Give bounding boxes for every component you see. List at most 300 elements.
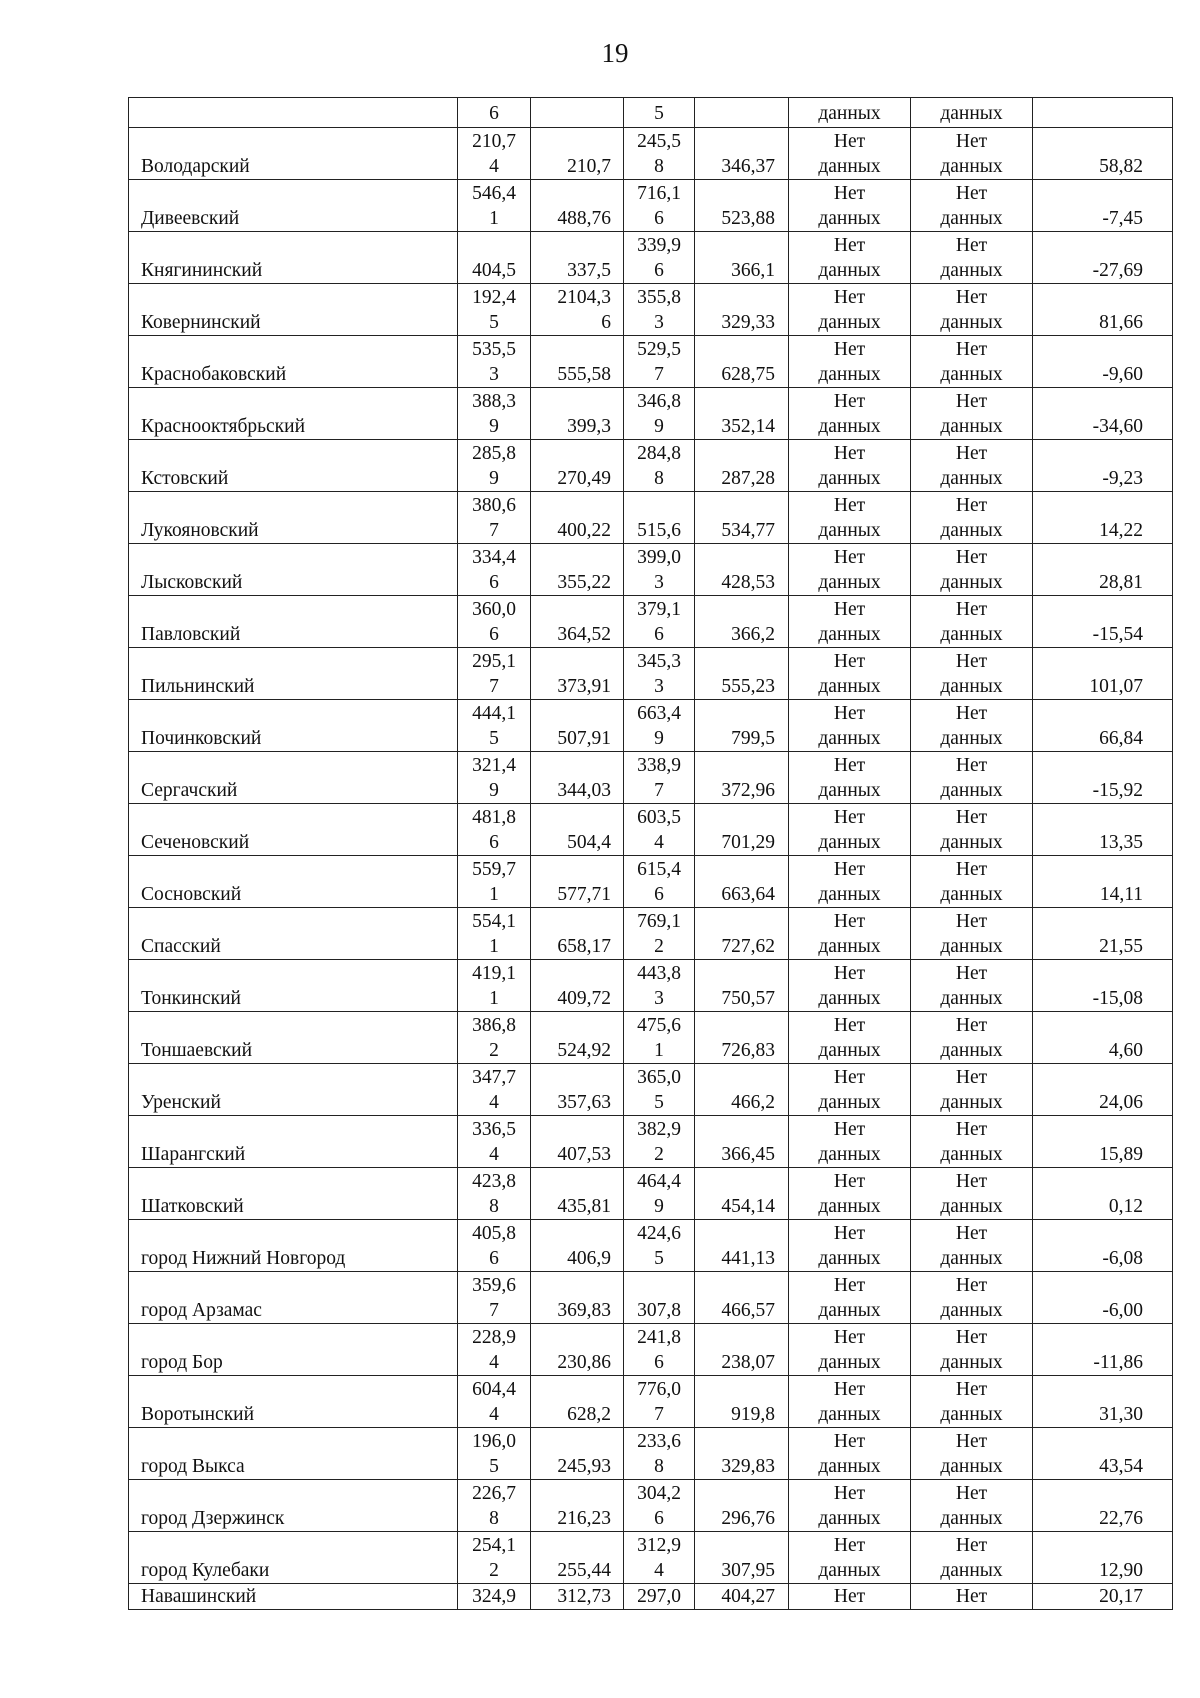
- table-cell-name: Тоншаевский: [129, 1012, 458, 1064]
- table-cell-value-4: 555,23: [695, 648, 789, 700]
- cell-line: 295,1: [472, 651, 516, 672]
- table-row: [129, 1428, 1173, 1480]
- cell-line: данных: [818, 416, 881, 437]
- cell-line: 365,0: [637, 1067, 681, 1088]
- cell-line: данных: [940, 520, 1003, 541]
- table-row: [129, 1376, 1173, 1428]
- table-cell-value-2: 344,03: [531, 752, 624, 804]
- cell-line: 481,8: [472, 807, 516, 828]
- table-cell-value-3: [624, 1324, 695, 1376]
- table-cell-value-1: 6: [458, 98, 531, 128]
- table-row: [129, 1220, 1173, 1272]
- table-row: [129, 1480, 1173, 1532]
- cell-line: данных: [940, 208, 1003, 229]
- table-cell-value-5: 12,90: [1033, 1532, 1173, 1584]
- table-row: [129, 1584, 1173, 1610]
- cell-line: 9: [489, 416, 499, 437]
- table-cell-no-data-2: [911, 856, 1033, 908]
- cell-line: 8: [654, 156, 664, 177]
- table-cell-value-4: 919,8: [695, 1376, 789, 1428]
- table-cell-value-1: [458, 752, 531, 804]
- table-cell-value-1: [458, 1272, 531, 1324]
- table-row: [129, 1324, 1173, 1376]
- table-cell-name: Сергачский: [129, 752, 458, 804]
- table-cell-value-2: 255,44: [531, 1532, 624, 1584]
- table-cell-value-1: [458, 232, 531, 284]
- table-cell-value-3: [624, 1220, 695, 1272]
- table-row: [129, 336, 1173, 388]
- table-cell-no-data-1: [789, 1012, 911, 1064]
- cell-line: 1: [489, 988, 499, 1009]
- cell-line: 355,8: [637, 287, 681, 308]
- table-cell-value-2: 435,81: [531, 1168, 624, 1220]
- cell-line: Нет: [833, 859, 866, 880]
- table-cell-name: город Бор: [129, 1324, 458, 1376]
- cell-line: 8: [489, 1508, 499, 1529]
- table-row: [129, 492, 1173, 544]
- table-cell-no-data-2: [911, 1220, 1033, 1272]
- cell-line: 444,1: [472, 703, 516, 724]
- table-cell-value-5: -34,60: [1033, 388, 1173, 440]
- table-cell-value-4: 329,33: [695, 284, 789, 336]
- table-cell-value-5: 4,60: [1033, 1012, 1173, 1064]
- table-cell-name: Княгининский: [129, 232, 458, 284]
- cell-line: Нет: [833, 1015, 866, 1036]
- table-cell-value-1: [458, 440, 531, 492]
- data-table: [128, 97, 1173, 1610]
- table-cell-value-3: [624, 1064, 695, 1116]
- table-cell-value-3: [624, 960, 695, 1012]
- table-cell-no-data-1: [789, 336, 911, 388]
- cell-line: 339,9: [637, 235, 681, 256]
- table-cell-value-2: 355,22: [531, 544, 624, 596]
- table-cell-no-data-1: [789, 752, 911, 804]
- table-cell-value-2: 369,83: [531, 1272, 624, 1324]
- cell-line: 419,1: [472, 963, 516, 984]
- cell-line: 1: [489, 208, 499, 229]
- table-cell-value-3: [624, 1480, 695, 1532]
- table-cell-no-data-1: [789, 128, 911, 180]
- cell-line: 9: [654, 416, 664, 437]
- cell-line: Нет: [955, 1223, 988, 1244]
- cell-line: Нет: [833, 1275, 866, 1296]
- cell-line: Нет: [833, 755, 866, 776]
- table-row: [129, 180, 1173, 232]
- cell-line: 210,7: [472, 131, 516, 152]
- cell-line: 6: [654, 1352, 664, 1373]
- table-cell-name: Краснооктябрьский: [129, 388, 458, 440]
- table-cell-value-2: 364,52: [531, 596, 624, 648]
- cell-line: Нет: [955, 339, 988, 360]
- table-cell-no-data-2: [911, 1532, 1033, 1584]
- table-cell-name: город Нижний Новгород: [129, 1220, 458, 1272]
- table-cell-name: Воротынский: [129, 1376, 458, 1428]
- cell-line: 321,4: [472, 755, 516, 776]
- table-cell-no-data-1: [789, 1064, 911, 1116]
- cell-line: 603,5: [637, 807, 681, 828]
- cell-line: данных: [818, 1092, 881, 1113]
- table-cell-value-3: [624, 128, 695, 180]
- cell-line: Нет: [833, 1535, 866, 1556]
- cell-line: данных: [940, 1508, 1003, 1529]
- table-cell-value-4: 534,77: [695, 492, 789, 544]
- cell-line: 228,9: [472, 1327, 516, 1348]
- table-cell-no-data-1: [789, 1272, 911, 1324]
- table-cell-value-3: [624, 544, 695, 596]
- table-cell-value-5: 15,89: [1033, 1116, 1173, 1168]
- table-cell-value-1: [458, 856, 531, 908]
- cell-line: Нет: [833, 963, 866, 984]
- cell-line: 3: [654, 676, 664, 697]
- cell-line: 304,2: [637, 1483, 681, 1504]
- cell-line: 399,0: [637, 547, 681, 568]
- table-cell-no-data-2: [911, 1272, 1033, 1324]
- table-cell-value-2: 504,4: [531, 804, 624, 856]
- cell-line: Нет: [833, 1067, 866, 1088]
- table-cell-value-1: [458, 284, 531, 336]
- cell-line: 2: [489, 1560, 499, 1581]
- cell-line: данных: [818, 884, 881, 905]
- table-cell-value-2: 373,91: [531, 648, 624, 700]
- cell-line: Нет: [833, 287, 866, 308]
- table-cell-no-data-2: данных: [911, 98, 1033, 128]
- table-cell-value-4: 404,27: [695, 1584, 789, 1610]
- table-cell-value-2: 409,72: [531, 960, 624, 1012]
- table-cell-value-2: 337,5: [531, 232, 624, 284]
- table-row: [129, 284, 1173, 336]
- cell-line: 7: [654, 780, 664, 801]
- table-cell-no-data-2: [911, 1428, 1033, 1480]
- table-cell-value-5: 20,17: [1033, 1584, 1173, 1610]
- cell-line: 196,0: [472, 1431, 516, 1452]
- table-cell-value-2: 400,22: [531, 492, 624, 544]
- table-row: [129, 440, 1173, 492]
- cell-line: данных: [940, 1352, 1003, 1373]
- table-cell-name: город Выкса: [129, 1428, 458, 1480]
- table-cell-value-4: 726,83: [695, 1012, 789, 1064]
- table-cell-value-3: [624, 180, 695, 232]
- table-cell-no-data-2: [911, 440, 1033, 492]
- cell-line: 4: [489, 1092, 499, 1113]
- table-cell-value-5: 43,54: [1033, 1428, 1173, 1480]
- cell-line: 424,6: [637, 1223, 681, 1244]
- table-cell-value-4: 799,5: [695, 700, 789, 752]
- cell-line: 6: [489, 832, 499, 853]
- cell-line: 245,5: [637, 131, 681, 152]
- table-row: [129, 648, 1173, 700]
- cell-line: 6: [654, 624, 664, 645]
- table-cell-value-5: -27,69: [1033, 232, 1173, 284]
- cell-line: данных: [818, 312, 881, 333]
- cell-line: Нет: [955, 131, 988, 152]
- cell-line: 3: [654, 988, 664, 1009]
- cell-line: Нет: [955, 807, 988, 828]
- table-cell-value-5: -15,08: [1033, 960, 1173, 1012]
- cell-line: 5: [654, 1092, 664, 1113]
- cell-line: Нет: [955, 859, 988, 880]
- table-cell-value-1: 324,9: [458, 1584, 531, 1610]
- table-cell-value-5: -6,00: [1033, 1272, 1173, 1324]
- cell-line: Нет: [833, 1327, 866, 1348]
- cell-line: данных: [940, 1560, 1003, 1581]
- table-cell-value-5: 66,84: [1033, 700, 1173, 752]
- cell-line: данных: [940, 1248, 1003, 1269]
- table-cell-value-1: [458, 544, 531, 596]
- table-cell-value-5: -11,86: [1033, 1324, 1173, 1376]
- table-cell-value-2: 628,2: [531, 1376, 624, 1428]
- table-cell-name: Сосновский: [129, 856, 458, 908]
- table-cell-no-data-2: [911, 492, 1033, 544]
- cell-line: данных: [940, 936, 1003, 957]
- table-cell-value-5: 101,07: [1033, 648, 1173, 700]
- page-number: 19: [601, 38, 629, 68]
- cell-line: Нет: [955, 1379, 988, 1400]
- cell-line: Нет: [833, 1223, 866, 1244]
- table-cell-value-5: 14,11: [1033, 856, 1173, 908]
- table-cell-no-data-2: [911, 336, 1033, 388]
- cell-line: данных: [818, 832, 881, 853]
- cell-line: 347,7: [472, 1067, 516, 1088]
- cell-line: данных: [818, 1196, 881, 1217]
- table-cell-value-3: [624, 1012, 695, 1064]
- cell-line: 464,4: [637, 1171, 681, 1192]
- table-cell-name: Сеченовский: [129, 804, 458, 856]
- table-cell-name: Дивеевский: [129, 180, 458, 232]
- cell-line: данных: [940, 1196, 1003, 1217]
- table-cell-no-data-1: [789, 492, 911, 544]
- table-cell-value-5: 14,22: [1033, 492, 1173, 544]
- cell-line: 5: [489, 312, 499, 333]
- table-cell-value-2: 210,7: [531, 128, 624, 180]
- table-cell-value-3: [624, 1116, 695, 1168]
- table-cell-value-4: 366,2: [695, 596, 789, 648]
- table-cell-value-4: 701,29: [695, 804, 789, 856]
- cell-line: 2104,3: [557, 287, 611, 308]
- cell-line: данных: [818, 936, 881, 957]
- cell-line: 346,8: [637, 391, 681, 412]
- table-cell-value-3: [624, 1376, 695, 1428]
- cell-line: 1: [654, 1040, 664, 1061]
- cell-line: данных: [818, 1352, 881, 1373]
- cell-line: 336,5: [472, 1119, 516, 1140]
- table-cell-value-2: 245,93: [531, 1428, 624, 1480]
- table-cell-no-data-2: [911, 908, 1033, 960]
- cell-line: Нет: [833, 495, 866, 516]
- table-cell-no-data-2: [911, 180, 1033, 232]
- table-cell-value-3: [624, 1532, 695, 1584]
- cell-line: Нет: [955, 391, 988, 412]
- cell-line: 6: [489, 1248, 499, 1269]
- cell-line: данных: [940, 1404, 1003, 1425]
- table-cell-value-3: [624, 596, 695, 648]
- table-cell-value-1: [458, 1376, 531, 1428]
- table-cell-name: город Дзержинск: [129, 1480, 458, 1532]
- cell-line: Нет: [833, 443, 866, 464]
- cell-line: Нет: [833, 1171, 866, 1192]
- table-cell-no-data-1: Нет: [789, 1584, 911, 1610]
- table-cell-no-data-1: [789, 284, 911, 336]
- cell-line: 285,8: [472, 443, 516, 464]
- table-cell-no-data-1: [789, 180, 911, 232]
- cell-line: данных: [940, 1144, 1003, 1165]
- table-cell-name: Павловский: [129, 596, 458, 648]
- cell-line: данных: [818, 1300, 881, 1321]
- table-row: [129, 1116, 1173, 1168]
- cell-line: 6: [654, 260, 664, 281]
- cell-line: 5: [489, 1456, 499, 1477]
- table-cell-no-data-1: [789, 1376, 911, 1428]
- cell-line: данных: [818, 1248, 881, 1269]
- table-cell-name: Лысковский: [129, 544, 458, 596]
- table-cell-no-data-1: [789, 388, 911, 440]
- table-cell-value-4: 366,1: [695, 232, 789, 284]
- table-cell-value-1: [458, 388, 531, 440]
- table-cell-value-5: 21,55: [1033, 908, 1173, 960]
- table-cell-value-3: 297,0: [624, 1584, 695, 1610]
- cell-line: 388,3: [472, 391, 516, 412]
- cell-line: Нет: [833, 235, 866, 256]
- table-cell-value-2: [531, 284, 624, 336]
- table-cell-value-3: 5: [624, 98, 695, 128]
- cell-line: Нет: [833, 339, 866, 360]
- cell-line: 663,4: [637, 703, 681, 724]
- cell-line: 2: [654, 1144, 664, 1165]
- table-cell-value-1: [458, 960, 531, 1012]
- table-cell-value-4: 750,57: [695, 960, 789, 1012]
- table-cell-no-data-2: [911, 1012, 1033, 1064]
- cell-line: данных: [940, 156, 1003, 177]
- cell-line: данных: [940, 676, 1003, 697]
- table-row: [129, 1272, 1173, 1324]
- table-cell-value-5: 31,30: [1033, 1376, 1173, 1428]
- cell-line: 776,0: [637, 1379, 681, 1400]
- cell-line: Нет: [955, 651, 988, 672]
- cell-line: 423,8: [472, 1171, 516, 1192]
- cell-line: 2: [654, 936, 664, 957]
- table-cell-value-1: [458, 1168, 531, 1220]
- cell-line: 8: [654, 1456, 664, 1477]
- table-cell-value-2: 507,91: [531, 700, 624, 752]
- table-cell-name: Уренский: [129, 1064, 458, 1116]
- table-cell-value-3: [624, 752, 695, 804]
- table-cell-value-3: [624, 336, 695, 388]
- table-cell-name: Пильнинский: [129, 648, 458, 700]
- table-cell-value-4: [695, 98, 789, 128]
- cell-line: 360,0: [472, 599, 516, 620]
- table-row: [129, 752, 1173, 804]
- table-row: [129, 544, 1173, 596]
- cell-line: данных: [818, 1508, 881, 1529]
- table-cell-no-data-1: [789, 1116, 911, 1168]
- table-cell-value-1: [458, 596, 531, 648]
- cell-line: Нет: [955, 183, 988, 204]
- table-cell-value-5: 22,76: [1033, 1480, 1173, 1532]
- cell-line: 6: [654, 1508, 664, 1529]
- table-cell-value-4: 346,37: [695, 128, 789, 180]
- cell-line: данных: [940, 624, 1003, 645]
- table-cell-value-1: [458, 1480, 531, 1532]
- table-cell-value-2: 555,58: [531, 336, 624, 388]
- cell-line: Нет: [955, 1431, 988, 1452]
- cell-line: 546,4: [472, 183, 516, 204]
- cell-line: данных: [818, 1456, 881, 1477]
- cell-line: Нет: [955, 1327, 988, 1348]
- cell-line: 3: [654, 572, 664, 593]
- cell-line: Нет: [955, 495, 988, 516]
- cell-line: данных: [818, 1144, 881, 1165]
- table-cell-name: [129, 98, 458, 128]
- table-cell-value-1: [458, 180, 531, 232]
- table-cell-value-1: [458, 700, 531, 752]
- cell-line: данных: [818, 780, 881, 801]
- table-cell-value-2: 524,92: [531, 1012, 624, 1064]
- cell-line: данных: [940, 1300, 1003, 1321]
- table-cell-value-1: [458, 1012, 531, 1064]
- cell-line: Нет: [955, 1275, 988, 1296]
- table-cell-value-3: [624, 1428, 695, 1480]
- table-cell-value-3: [624, 908, 695, 960]
- cell-line: 7: [489, 520, 499, 541]
- table-cell-value-5: 13,35: [1033, 804, 1173, 856]
- cell-line: 233,6: [637, 1431, 681, 1452]
- cell-line: 6: [654, 208, 664, 229]
- table-cell-value-3: [624, 856, 695, 908]
- cell-line: 9: [654, 1196, 664, 1217]
- cell-line: 405,8: [472, 1223, 516, 1244]
- table-cell-value-1: [458, 1532, 531, 1584]
- cell-line: данных: [818, 988, 881, 1009]
- table-cell-no-data-1: [789, 648, 911, 700]
- table-cell-value-2: 658,17: [531, 908, 624, 960]
- table-row: [129, 960, 1173, 1012]
- table-row: [129, 388, 1173, 440]
- cell-line: 3: [654, 312, 664, 333]
- table-cell-name: Спасский: [129, 908, 458, 960]
- table-cell-value-2: 312,73: [531, 1584, 624, 1610]
- table-cell-value-2: 577,71: [531, 856, 624, 908]
- cell-line: 254,1: [472, 1535, 516, 1556]
- cell-line: данных: [940, 1040, 1003, 1061]
- table-cell-name: Лукояновский: [129, 492, 458, 544]
- table-cell-value-1: [458, 336, 531, 388]
- cell-line: данных: [940, 1092, 1003, 1113]
- cell-line: Нет: [833, 183, 866, 204]
- table-cell-no-data-1: [789, 1480, 911, 1532]
- cell-line: Нет: [955, 755, 988, 776]
- cell-line: 6: [489, 572, 499, 593]
- table-cell-no-data-2: [911, 388, 1033, 440]
- table-cell-name: Кстовский: [129, 440, 458, 492]
- table-cell-value-4: 466,57: [695, 1272, 789, 1324]
- table-cell-value-5: [1033, 98, 1173, 128]
- table-cell-no-data-2: [911, 1480, 1033, 1532]
- table-cell-no-data-1: [789, 1324, 911, 1376]
- cell-line: Нет: [955, 599, 988, 620]
- cell-line: 554,1: [472, 911, 516, 932]
- table-cell-value-4: 523,88: [695, 180, 789, 232]
- cell-line: данных: [940, 832, 1003, 853]
- cell-line: 312,9: [637, 1535, 681, 1556]
- cell-line: Нет: [955, 963, 988, 984]
- cell-line: 7: [654, 1404, 664, 1425]
- table-cell-value-1: [458, 1324, 531, 1376]
- cell-line: данных: [940, 312, 1003, 333]
- cell-line: данных: [818, 676, 881, 697]
- cell-line: 8: [489, 1196, 499, 1217]
- table-cell-value-2: 407,53: [531, 1116, 624, 1168]
- cell-line: 1: [489, 884, 499, 905]
- table-cell-no-data-2: [911, 1168, 1033, 1220]
